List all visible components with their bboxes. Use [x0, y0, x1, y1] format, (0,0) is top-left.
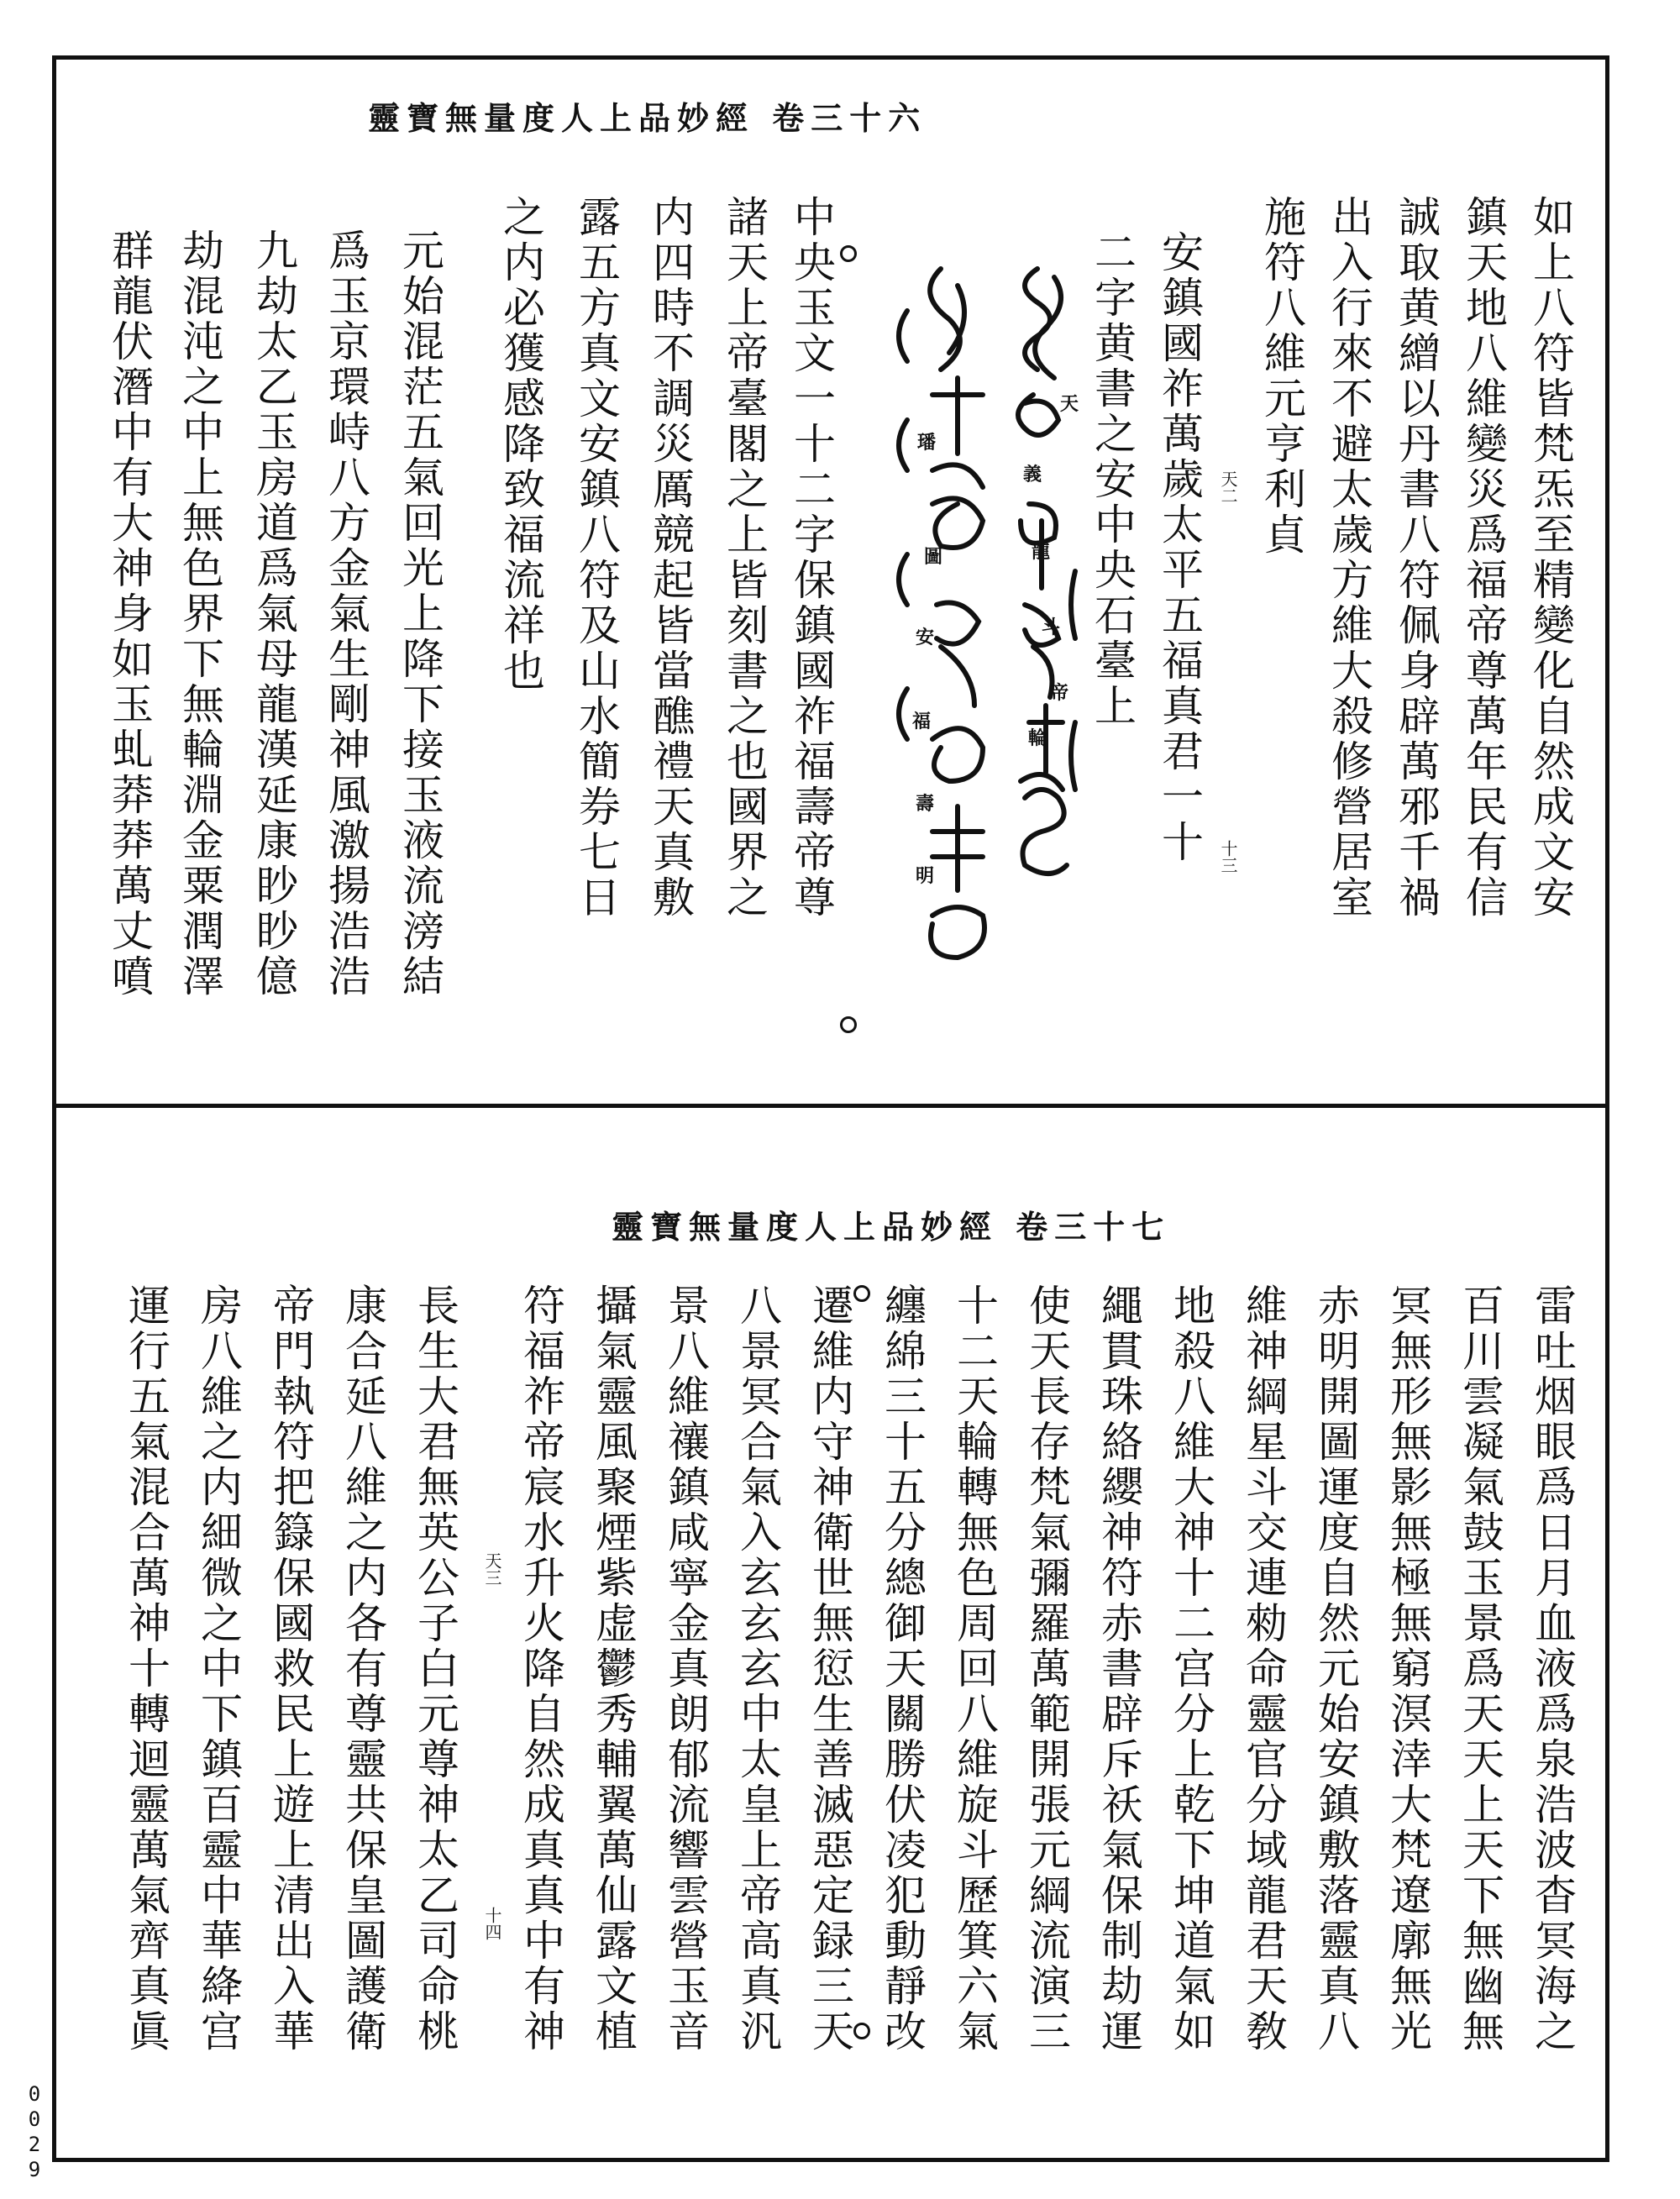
text-column: 百川雲凝氣鼓玉景爲天天上天下無幽無	[1456, 1283, 1504, 2055]
text-column: 康合延八維之内各有尊靈共保皇圖護衛	[339, 1283, 387, 2055]
text-column: 之内必獲感降致福流祥也	[496, 195, 545, 694]
text-column: 如上八符皆梵炁至精變化自然成文安	[1526, 195, 1575, 921]
text-column: 中央玉文一十二字保鎮國祚福壽帝尊	[787, 195, 836, 921]
talisman-label: 福	[912, 711, 932, 732]
text-column: 施符八維元亨利貞	[1257, 195, 1306, 558]
section-mark-circle	[853, 2023, 870, 2039]
text-column: 長生大君無英公子白元尊神太乙司命桃	[411, 1283, 459, 2055]
text-column: 遷維内守神衛世無愆生善滅惡定録三天	[806, 1283, 854, 2055]
text-column: 群龍伏潛中有大神身如玉虬莽莽萬丈噴	[105, 228, 154, 1000]
talisman-label: 龍	[1032, 541, 1051, 563]
section-mark-circle	[840, 245, 857, 262]
text-column: 十二天輪轉無色周回八維旋斗歷箕六氣	[950, 1283, 999, 2055]
text-column: 運行五氣混合萬神十轉迴靈萬氣齊真眞	[122, 1283, 171, 2055]
text-column: 使天長存梵氣彌羅萬範開張元綱流演三	[1022, 1283, 1071, 2055]
text-column: 維神綱星斗交連勑命靈官分域龍君天敎	[1239, 1283, 1288, 2055]
page-divider	[52, 1104, 1609, 1108]
text-column: 景八維禳鎮咸寧金真朗郁流響雲營玉音	[661, 1283, 710, 2055]
talisman-label: 璠	[917, 432, 937, 454]
text-column: 八景冥合氣入玄玄玄中太皇上帝高真汎	[733, 1283, 782, 2055]
talisman-label: 明	[916, 865, 935, 887]
talisman-label: 天	[1060, 393, 1079, 415]
talisman-label: 義	[1023, 464, 1042, 485]
marginal-note: 十四	[482, 1907, 502, 1940]
page-number: 0 0 2 9	[28, 2082, 41, 2181]
text-column: 帝門執符把籙保國救民上遊上清出入華	[266, 1283, 315, 2055]
text-column: 九劫太乙玉房道爲氣母龍漢延康眇眇億	[249, 228, 298, 1000]
text-column: 元始混茫五氣回光上降下接玉液流滂結	[396, 228, 444, 1000]
text-column: 爲玉京環峙八方金氣生剛神風激揚浩浩	[322, 228, 370, 1000]
text-column: 誠取黄繒以丹書八符佩身辟萬邪千禍	[1392, 195, 1441, 921]
marginal-note: 天二	[1218, 470, 1238, 504]
text-column: 地殺八維大神十二宫分上乾下坤道氣如	[1167, 1283, 1215, 2055]
page-header-top: 靈寶無量度人上品妙經 卷三十六	[368, 99, 927, 137]
text-column: 内四時不調災厲競起皆當醮禮天真敷	[646, 195, 695, 921]
text-column: 諸天上帝臺閣之上皆刻書之也國界之	[720, 195, 769, 921]
talisman-label: 安	[916, 627, 935, 648]
section-mark-circle	[853, 1285, 870, 1302]
text-column: 劫混沌之中上無色界下無輪淵金粟潤澤	[176, 228, 224, 1000]
text-column: 繩貫珠絡纓神符赤書辟斥祅氣保制劫運	[1095, 1283, 1143, 2055]
page-header-bottom: 靈寶無量度人上品妙經 卷三十七	[612, 1208, 1171, 1246]
text-column: 露五方真文安鎮八符及山水簡券七日	[572, 195, 621, 921]
marginal-note: 天三	[482, 1552, 502, 1586]
text-column: 房八維之内細微之中下鎮百靈中華絳宫	[194, 1283, 243, 2055]
text-column: 二字黄書之安中央石臺上	[1088, 230, 1137, 729]
talisman-label: 圖	[924, 546, 943, 568]
talisman-label: 斗	[1042, 617, 1061, 638]
text-column: 出入行來不避太歲方維大殺修營居室	[1325, 195, 1373, 921]
text-column: 纏綿三十五分總御天關勝伏凌犯動靜改	[878, 1283, 927, 2055]
text-column: 鎮天地八維變災爲福帝尊萬年民有信	[1459, 195, 1508, 921]
talisman-label: 輪	[1028, 727, 1047, 749]
talisman-label: 壽	[916, 793, 935, 815]
talisman-seal-script	[874, 252, 1092, 1042]
talisman-label: 帝	[1050, 682, 1069, 704]
marginal-note: 十三	[1218, 840, 1238, 874]
text-column: 安鎮國祚萬歲太平五福真君一十	[1155, 230, 1204, 865]
text-column: 符福祚帝宸水升火降自然成真真中有神	[517, 1283, 565, 2055]
text-column: 赤明開圖運度自然元始安鎮敷落靈真八	[1311, 1283, 1360, 2055]
text-column: 雷吐烟眼爲日月血液爲泉浩波杳冥海之	[1528, 1283, 1577, 2055]
section-mark-circle	[840, 1016, 857, 1033]
text-column: 攝氣靈風聚煙紫虚鬱秀輔翼萬仙露文植	[589, 1283, 638, 2055]
text-column: 冥無形無影無極無窮溟涬大梵遼廓無光	[1383, 1283, 1432, 2055]
